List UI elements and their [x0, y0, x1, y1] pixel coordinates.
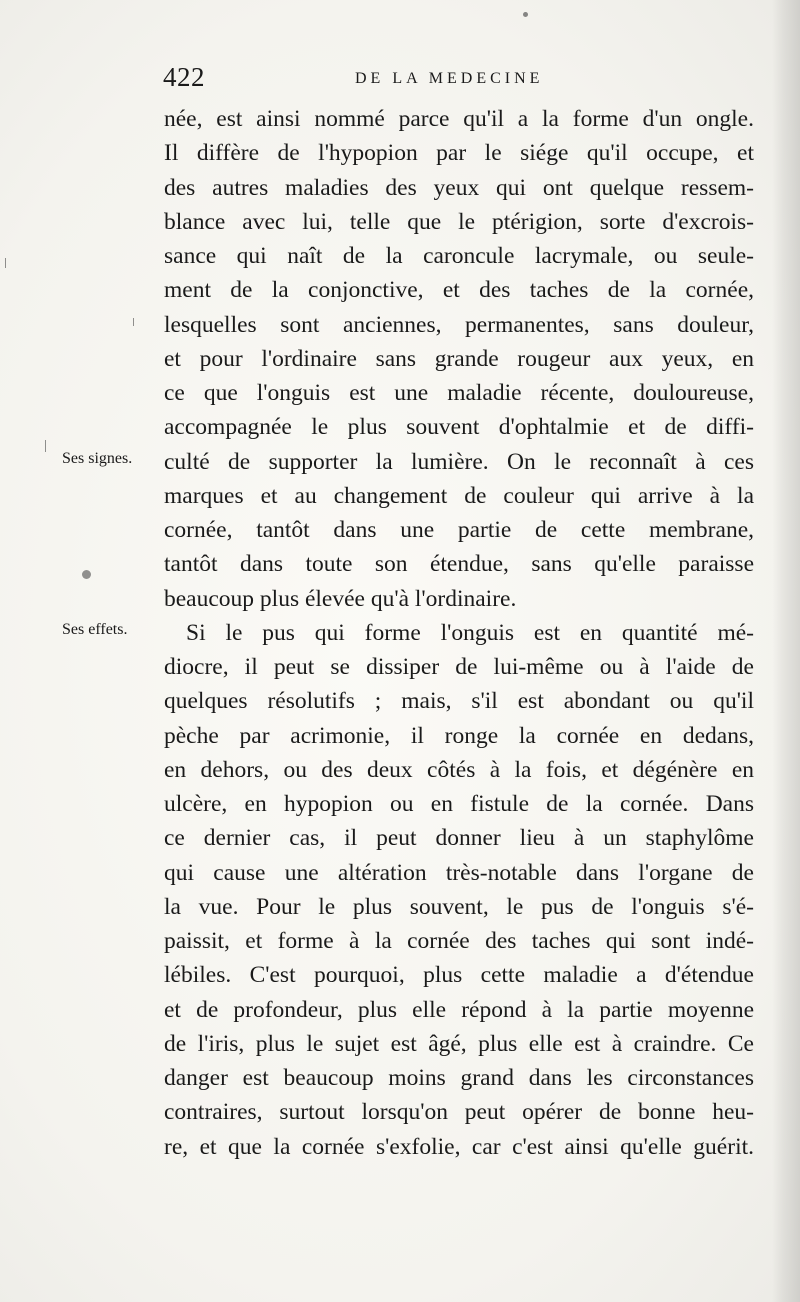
- text-line: tantôt dans toute son étendue, sans qu'elle paraisse: [164, 551, 754, 578]
- text-line: née, est ainsi nommé parce qu'il a la forme d'un ongle.: [164, 106, 754, 132]
- text-line: paissit, et forme à la cornée des taches qui sont indé-: [164, 928, 754, 954]
- text-line: accompagnée le plus souvent d'ophtalmie et de diffi-: [164, 414, 754, 441]
- text-line: quelques résolutifs ; mais, s'il est abondant ou qu'il: [164, 688, 754, 715]
- text-line: pèche par acrimonie, il ronge la cornée en dedans,: [164, 722, 754, 749]
- ink-speck: [82, 570, 91, 579]
- page-header: [163, 58, 768, 98]
- text-line: des autres maladies des yeux qui ont quelque ressem-: [164, 174, 754, 201]
- text-line: sance qui naît de la caroncule lacrymale, ou seule-: [164, 243, 754, 269]
- text-line: et de profondeur, plus elle répond à la partie moyenne: [164, 996, 754, 1023]
- text-line: ulcère, en hypopion ou en fistule de la cornée. Dans: [164, 791, 754, 817]
- running-head: DE LA MEDECINE: [355, 70, 544, 87]
- text-line: danger est beaucoup moins grand dans les circonstances: [164, 1065, 754, 1091]
- text-line: lesquelles sont anciennes, permanentes, sans douleur,: [164, 311, 754, 338]
- ink-speck: [523, 12, 528, 17]
- text-line: la vue. Pour le plus souvent, le pus de l'onguis s'é-: [164, 893, 754, 920]
- text-line: blance avec lui, telle que le ptérigion, sorte d'excrois-: [164, 208, 754, 235]
- text-line: marques et au changement de couleur qui arrive à la: [164, 482, 754, 509]
- margin-note-effets: Ses effets.: [62, 621, 128, 638]
- text-line: et pour l'ordinaire sans grande rougeur aux yeux, en: [164, 345, 754, 372]
- text-line: contraires, surtout lorsqu'on peut opérer de bonne heu-: [164, 1099, 754, 1126]
- text-line: ment de la conjonctive, et des taches de la cornée,: [164, 277, 754, 304]
- margin-mark: [133, 318, 134, 326]
- page-edge-shadow: [772, 0, 800, 1302]
- text-line: re, et que la cornée s'exfolie, car c'est ainsi qu'elle guérit.: [164, 1133, 754, 1160]
- body-text: [164, 102, 754, 1164]
- margin-mark: [45, 440, 46, 452]
- text-line: Il diffère de l'hypopion par le siége qu'il occupe, et: [164, 140, 754, 167]
- text-line: beaucoup plus élevée qu'à l'ordinaire.: [164, 585, 517, 612]
- text-line: ce que l'onguis est une maladie récente, douloureuse,: [164, 380, 754, 406]
- text-line: en dehors, ou des deux côtés à la fois, et dégénère en: [164, 756, 754, 783]
- text-line: Si le pus qui forme l'onguis est en quantité mé-: [186, 619, 754, 646]
- margin-mark: [5, 258, 6, 268]
- text-line: qui cause une altération très-notable dans l'organe de: [164, 859, 754, 886]
- page-number: 422: [163, 62, 205, 92]
- text-line: ce dernier cas, il peut donner lieu à un staphylôme: [164, 825, 754, 852]
- text-line: culté de supporter la lumière. On le reconnaît à ces: [164, 448, 754, 475]
- margin-note-signes: Ses signes.: [62, 450, 133, 467]
- text-line: de l'iris, plus le sujet est âgé, plus elle est à craindre. Ce: [164, 1030, 754, 1057]
- text-line: lébiles. C'est pourquoi, plus cette maladie a d'étendue: [164, 962, 754, 989]
- text-line: diocre, il peut se dissiper de lui-même ou à l'aide de: [164, 654, 754, 680]
- text-line: cornée, tantôt dans une partie de cette membrane,: [164, 517, 754, 543]
